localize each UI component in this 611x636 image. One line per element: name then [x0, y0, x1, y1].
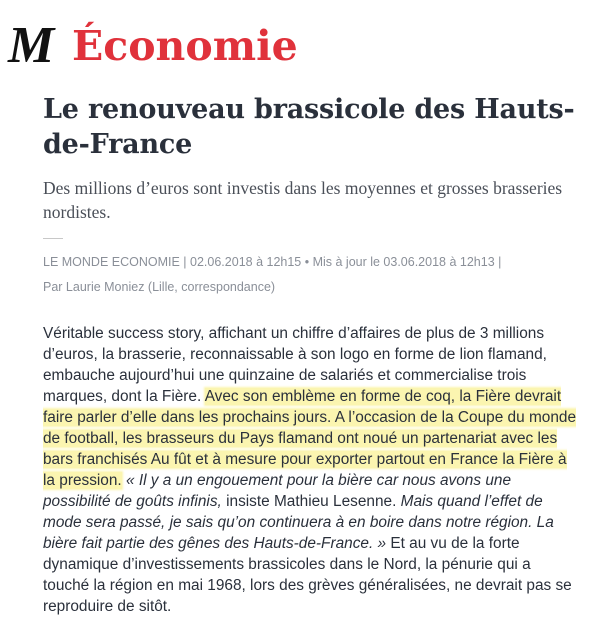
body-text: Véritable success story, affichant un chiffre d’affaires de plus de 3 millions d’euros, la brasserie, reconnaissable à son logo en forme de lion flamand, embauche aujourd’hui une quinzaine de salariés et commercialise trois marques, dont la Fière.: [43, 325, 547, 405]
body-text: Et au vu de la forte dynamique d’investissements brassicoles dans le Nord, la pénurie qui a touché la région en mai 1968, lors des grèves généralisées, ne devrait pas se reproduire de sitôt.: [43, 535, 572, 615]
quote-attribution: insiste Mathieu Lesenne.: [221, 493, 401, 510]
article-meta: [43, 255, 501, 269]
le-monde-logo[interactable]: M: [8, 17, 52, 74]
meta-separator: |: [179, 255, 191, 269]
meta-separator: •: [301, 255, 313, 269]
masthead: [8, 18, 298, 74]
article-subtitle: Des millions d’euros sont investis dans les moyennes et grosses brasseries nordistes.: [43, 178, 563, 222]
updated-date: Mis à jour le 03.06.2018 à 12h13: [312, 255, 495, 269]
quote-text: Mais quand l’effet de mode sera passé, je sais qu’on continuera à en boire dans notre région. La bière fait partie des gênes des Hauts-de-France. »: [43, 493, 554, 552]
section-title[interactable]: Économie: [72, 22, 298, 70]
meta-separator: |: [494, 255, 502, 269]
article-body: [43, 323, 580, 617]
highlighted-text[interactable]: Avec son emblème en forme de coq, la Fière devrait faire parler d’elle dans les prochains jours. A l’occasion de la Coupe du monde de football, les brasseurs du Pays flamand ont noué un partenariat avec les bars franchisés Au fût et à mesure pour exporter partout en France la Fière à la pression.: [43, 388, 577, 489]
rubric-link[interactable]: LE MONDE ECONOMIE: [43, 255, 180, 269]
published-date: 02.06.2018 à 12h15: [190, 255, 302, 269]
article-title: Le renouveau brassicole des Hauts-de-France: [43, 94, 575, 160]
article-author: Par Laurie Moniez (Lille, correspondance): [43, 280, 276, 294]
divider: [43, 238, 63, 239]
quote-text: « Il y a un engouement pour la bière car nous avons une possibilité de goûts infinis,: [43, 472, 512, 510]
